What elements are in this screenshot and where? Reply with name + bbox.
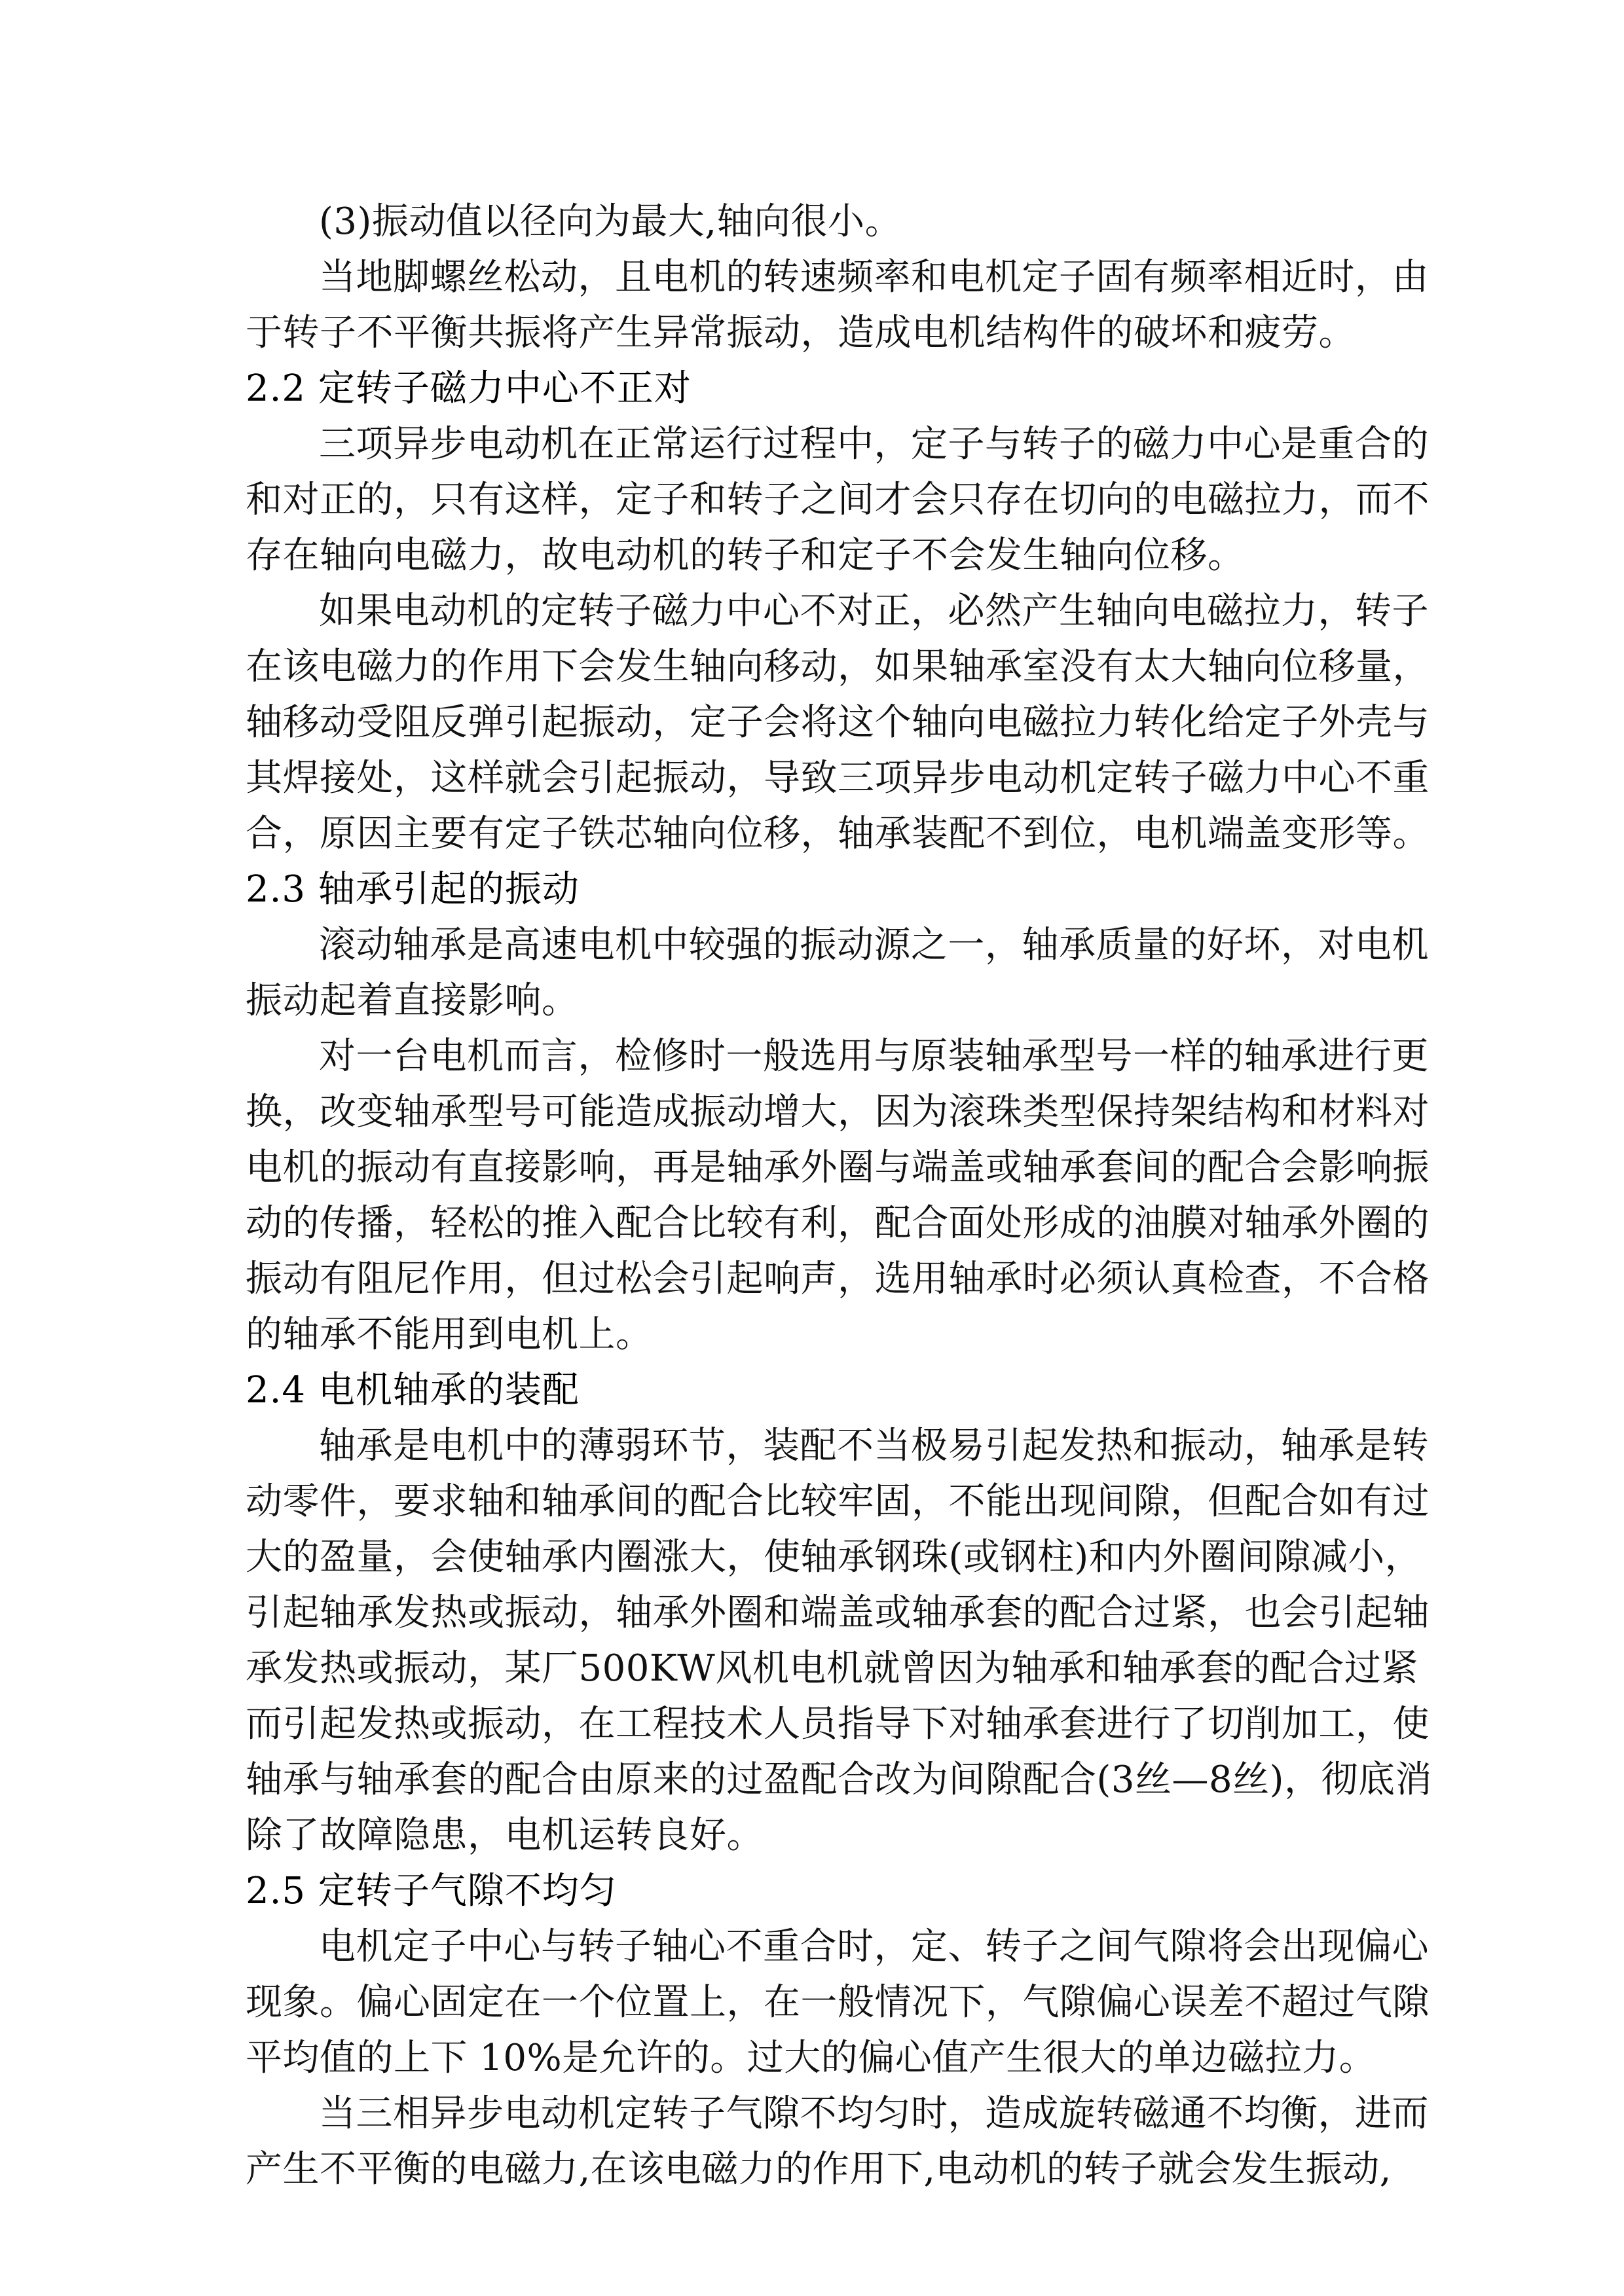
text-line: 轴 移 动 受 阻 反 弹 引 起 振 动 ， 定 子 会 将 这 个 轴 向 电 磁 拉 力 转 化 给 定 子 外 壳 与 <box>246 701 1430 744</box>
text-line: 存在轴向电磁力，故电动机的转子和定子不会发生轴向位移。 <box>246 534 1245 577</box>
text-line: 振 动 有 阻 尼 作 用 ， 但 过 松 会 引 起 响 声 ， 选 用 轴 承 时 必 须 认 真 检 查 ， 不 合 格 <box>246 1258 1430 1300</box>
text-line: 现 象 。 偏 心 固 定 在 一 个 位 置 上 ， 在 一 般 情 况 下 ， 气 隙 偏 心 误 差 不 超 过 气 隙 <box>246 1981 1430 2024</box>
section-heading-2-3: 2.3 轴承引起的振动 <box>246 868 580 911</box>
text-line: 电 机 定 子 中 心 与 转 子 轴 心 不 重 合 时 ， 定 、 转 子 之 间 气 隙 将 会 出 现 偏 心 <box>319 1925 1429 1968</box>
text-line: 对 一 台 电 机 而 言 ， 检 修 时 一 般 选 用 与 原 装 轴 承 型 号 一 样 的 轴 承 进 行 更 <box>319 1035 1429 1078</box>
text-line: 的轴承不能用到电机上。 <box>246 1313 653 1356</box>
text-line: 除了故障隐患，电机运转良好。 <box>246 1814 764 1857</box>
text-line: 滚 动 轴 承 是 高 速 电 机 中 较 强 的 振 动 源 之 一 ， 轴 承 质 量 的 好 坏 ， 对 电 机 <box>319 924 1429 966</box>
paragraph <box>246 1418 1432 1863</box>
paragraph <box>246 917 1429 1029</box>
text-line: 合，原因主要有定子铁芯轴向位移，轴承装配不到位，电机端盖变形等。 <box>246 812 1430 855</box>
paragraph <box>246 583 1430 862</box>
text-line: 平均值的上下 10%是允许的。过大的偏心值产生很大的单边磁拉力。 <box>246 2037 1376 2079</box>
text-line: 换 ， 改 变 轴 承 型 号 可 能 造 成 振 动 增 大 ， 因 为 滚 珠 类 型 保 持 架 结 构 和 材 料 对 <box>246 1091 1430 1133</box>
text-line: 如 果 电 动 机 的 定 转 子 磁 力 中 心 不 对 正 ， 必 然 产 生 轴 向 电 磁 拉 力 ， 转 子 <box>319 590 1429 632</box>
text-line: 承 发 热 或 振 动 ， 某 厂 5 0 0 K W 风 机 电 机 就 曾 因 为 轴 承 和 轴 承 套 的 配 合 过 紧 <box>246 1647 1418 1690</box>
paragraph <box>246 1029 1430 1362</box>
text-line: 动 的 传 播 ， 轻 松 的 推 入 配 合 比 较 有 利 ， 配 合 面 处 形 成 的 油 膜 对 轴 承 外 圈 的 <box>246 1202 1430 1245</box>
section-heading-2-2: 2.2 定转子磁力中心不正对 <box>246 367 692 410</box>
text-line: 当 地 脚 螺 丝 松 动 ， 且 电 机 的 转 速 频 率 和 电 机 定 子 固 有 频 率 相 近 时 ， 由 <box>319 256 1429 299</box>
paragraph <box>246 416 1430 583</box>
text-line: 当 三 相 异 步 电 动 机 定 转 子 气 隙 不 均 匀 时 ， 造 成 旋 转 磁 通 不 均 衡 ， 进 而 <box>319 2092 1429 2135</box>
text-line: 振动起着直接影响。 <box>246 979 579 1022</box>
paragraph <box>246 2086 1429 2197</box>
section-heading-2-4: 2.4 电机轴承的装配 <box>246 1369 580 1412</box>
paragraph <box>246 249 1429 361</box>
text-line: 引 起 轴 承 发 热 或 振 动 ， 轴 承 外 圈 和 端 盖 或 轴 承 套 的 配 合 过 紧 ， 也 会 引 起 轴 <box>246 1592 1430 1634</box>
text-line: (3)振动值以径向为最大,轴向很小。 <box>319 200 902 243</box>
document-text-column <box>246 194 1432 2197</box>
text-line: 产生不平衡的电磁力,在该电磁力的作用下,电动机的转子就会发生振动, <box>246 2148 1392 2191</box>
text-line: 其 焊 接 处 ， 这 样 就 会 引 起 振 动 ， 导 致 三 项 异 步 电 动 机 定 转 子 磁 力 中 心 不 重 <box>246 757 1430 799</box>
list-item <box>246 194 1380 249</box>
text-line: 轴 承 与 轴 承 套 的 配 合 由 原 来 的 过 盈 配 合 改 为 间 隙 配 合 ( 3 丝 — 8 丝 ) ， 彻 底 消 <box>246 1758 1432 1801</box>
text-line: 电 机 的 振 动 有 直 接 影 响 ， 再 是 轴 承 外 圈 与 端 盖 或 轴 承 套 间 的 配 合 会 影 响 振 <box>246 1146 1430 1189</box>
text-line: 三 项 异 步 电 动 机 在 正 常 运 行 过 程 中 ， 定 子 与 转 子 的 磁 力 中 心 是 重 合 的 <box>319 423 1429 465</box>
text-line: 轴 承 是 电 机 中 的 薄 弱 环 节 ， 装 配 不 当 极 易 引 起 发 热 和 振 动 ， 轴 承 是 转 <box>319 1425 1429 1467</box>
text-line: 和 对 正 的 ， 只 有 这 样 ， 定 子 和 转 子 之 间 才 会 只 存 在 切 向 的 电 磁 拉 力 ， 而 不 <box>246 479 1430 521</box>
text-line: 动 零 件 ， 要 求 轴 和 轴 承 间 的 配 合 比 较 牢 固 ， 不 能 出 现 间 隙 ， 但 配 合 如 有 过 <box>246 1480 1430 1523</box>
section-heading-2-5: 2.5 定转子气隙不均匀 <box>246 1870 617 1912</box>
text-line: 在 该 电 磁 力 的 作 用 下 会 发 生 轴 向 移 动 ， 如 果 轴 承 室 没 有 太 大 轴 向 位 移 量 ， <box>246 646 1430 688</box>
paragraph <box>246 1919 1430 2086</box>
text-line: 于转子不平衡共振将产生异常振动，造成电机结构件的破坏和疲劳。 <box>246 312 1356 354</box>
text-line: 而 引 起 发 热 或 振 动 ， 在 工 程 技 术 人 员 指 导 下 对 轴 承 套 进 行 了 切 削 加 工 ， 使 <box>246 1703 1430 1745</box>
text-line: 大 的 盈 量 ， 会 使 轴 承 内 圈 涨 大 ， 使 轴 承 钢 珠 ( 或 钢 柱 ) 和 内 外 圈 间 隙 减 小 ， <box>246 1536 1422 1578</box>
